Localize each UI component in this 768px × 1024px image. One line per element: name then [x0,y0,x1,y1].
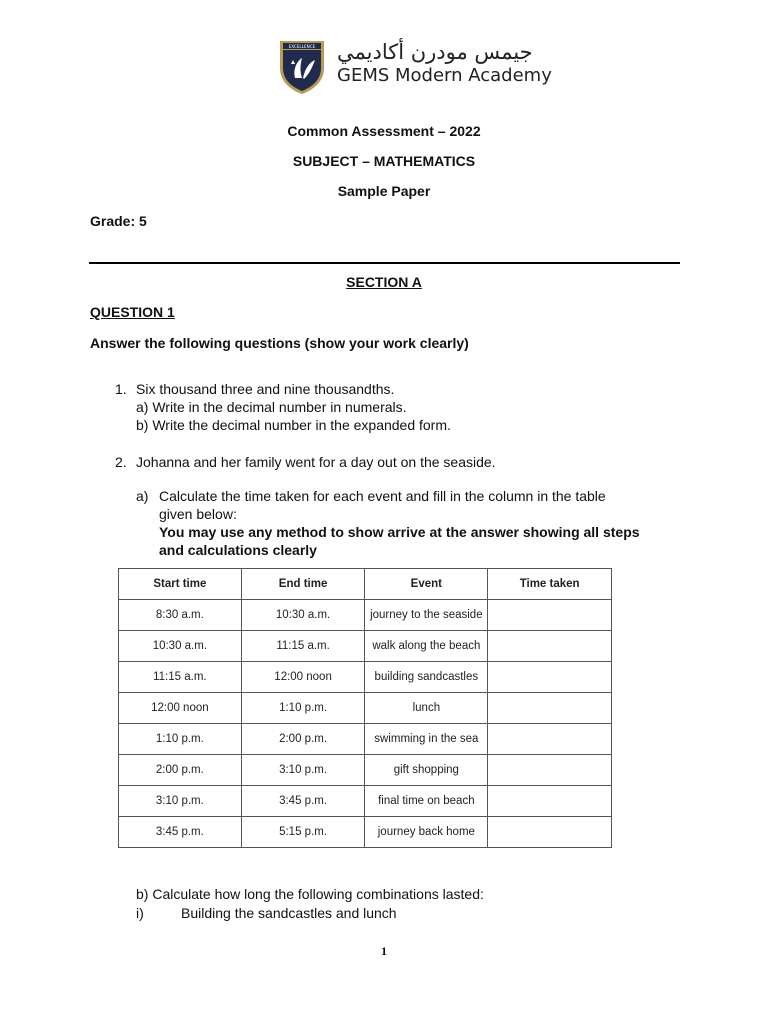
table-row [119,724,612,755]
table-row [119,600,612,631]
assessment-title: Common Assessment – 2022 [287,123,481,139]
q2-part-a-line1: Calculate the time taken for each event and fill in the column in the table [159,488,606,504]
table-row [119,786,612,817]
school-logo [277,38,552,100]
end-time-cell: 11:15 a.m. [241,631,365,662]
q2-text: Johanna and her family went for a day out on the seaside. [136,454,496,470]
time-taken-cell[interactable] [488,817,612,848]
q2-part-b: b) Calculate how long the following combinations lasted: [136,886,484,902]
q1-part-a: a) Write in the decimal number in numerals. [136,399,407,415]
event-cell: lunch [365,693,488,724]
start-time-cell: 2:00 p.m. [119,755,242,786]
section-heading: SECTION A [346,274,422,290]
q2-part-b-i-label: i) [136,905,144,921]
table-header-row [119,569,612,600]
time-taken-cell[interactable] [488,786,612,817]
subject-title: SUBJECT – MATHEMATICS [292,153,476,169]
time-table [118,568,612,848]
question-heading: QUESTION 1 [90,304,175,320]
end-time-cell: 1:10 p.m. [241,693,365,724]
q2-note-line1: You may use any method to show arrive at the answer showing all steps [159,524,640,540]
start-time-cell: 8:30 a.m. [119,600,242,631]
end-time-cell: 5:15 p.m. [241,817,365,848]
table-row [119,755,612,786]
time-taken-cell[interactable] [488,755,612,786]
event-cell: swimming in the sea [365,724,488,755]
crest-icon [277,38,327,96]
q1-number: 1. [115,381,127,397]
time-taken-cell[interactable] [488,662,612,693]
end-time-cell: 3:45 p.m. [241,786,365,817]
paper-type: Sample Paper [337,183,431,199]
crest-badge-text: EXCELLENCE [288,44,316,49]
time-taken-cell[interactable] [488,724,612,755]
time-taken-cell[interactable] [488,600,612,631]
table-row [119,817,612,848]
start-time-cell: 1:10 p.m. [119,724,242,755]
end-time-cell: 2:00 p.m. [241,724,365,755]
event-cell: final time on beach [365,786,488,817]
q2-part-b-i-text: Building the sandcastles and lunch [181,905,397,921]
end-time-cell: 12:00 noon [241,662,365,693]
start-time-cell: 12:00 noon [119,693,242,724]
school-name-arabic: جيمس مودرن أكاديمي [337,40,533,64]
time-taken-cell[interactable] [488,693,612,724]
event-cell: building sandcastles [365,662,488,693]
event-cell: journey back home [365,817,488,848]
instruction: Answer the following questions (show your work clearly) [90,335,469,351]
header-end-time: End time [241,569,365,600]
q2-number: 2. [115,454,127,470]
page-number: 1 [381,944,387,958]
divider [89,262,680,264]
header-time-taken: Time taken [488,569,612,600]
start-time-cell: 3:45 p.m. [119,817,242,848]
table-row [119,662,612,693]
school-name: GEMS Modern Academy [337,65,552,86]
table-row [119,693,612,724]
q2-note-line2: and calculations clearly [159,542,317,558]
event-cell: gift shopping [365,755,488,786]
event-cell: walk along the beach [365,631,488,662]
q1-text: Six thousand three and nine thousandths. [136,381,395,397]
start-time-cell: 11:15 a.m. [119,662,242,693]
q1-part-b: b) Write the decimal number in the expanded form. [136,417,451,433]
grade-label: Grade: 5 [90,213,147,229]
end-time-cell: 10:30 a.m. [241,600,365,631]
header-start-time: Start time [119,569,242,600]
end-time-cell: 3:10 p.m. [241,755,365,786]
q2-part-a-label: a) [136,488,149,504]
start-time-cell: 3:10 p.m. [119,786,242,817]
table-row [119,631,612,662]
event-cell: journey to the seaside [365,600,488,631]
time-taken-cell[interactable] [488,631,612,662]
start-time-cell: 10:30 a.m. [119,631,242,662]
q2-part-a-line2: given below: [159,506,237,522]
header-event: Event [365,569,488,600]
